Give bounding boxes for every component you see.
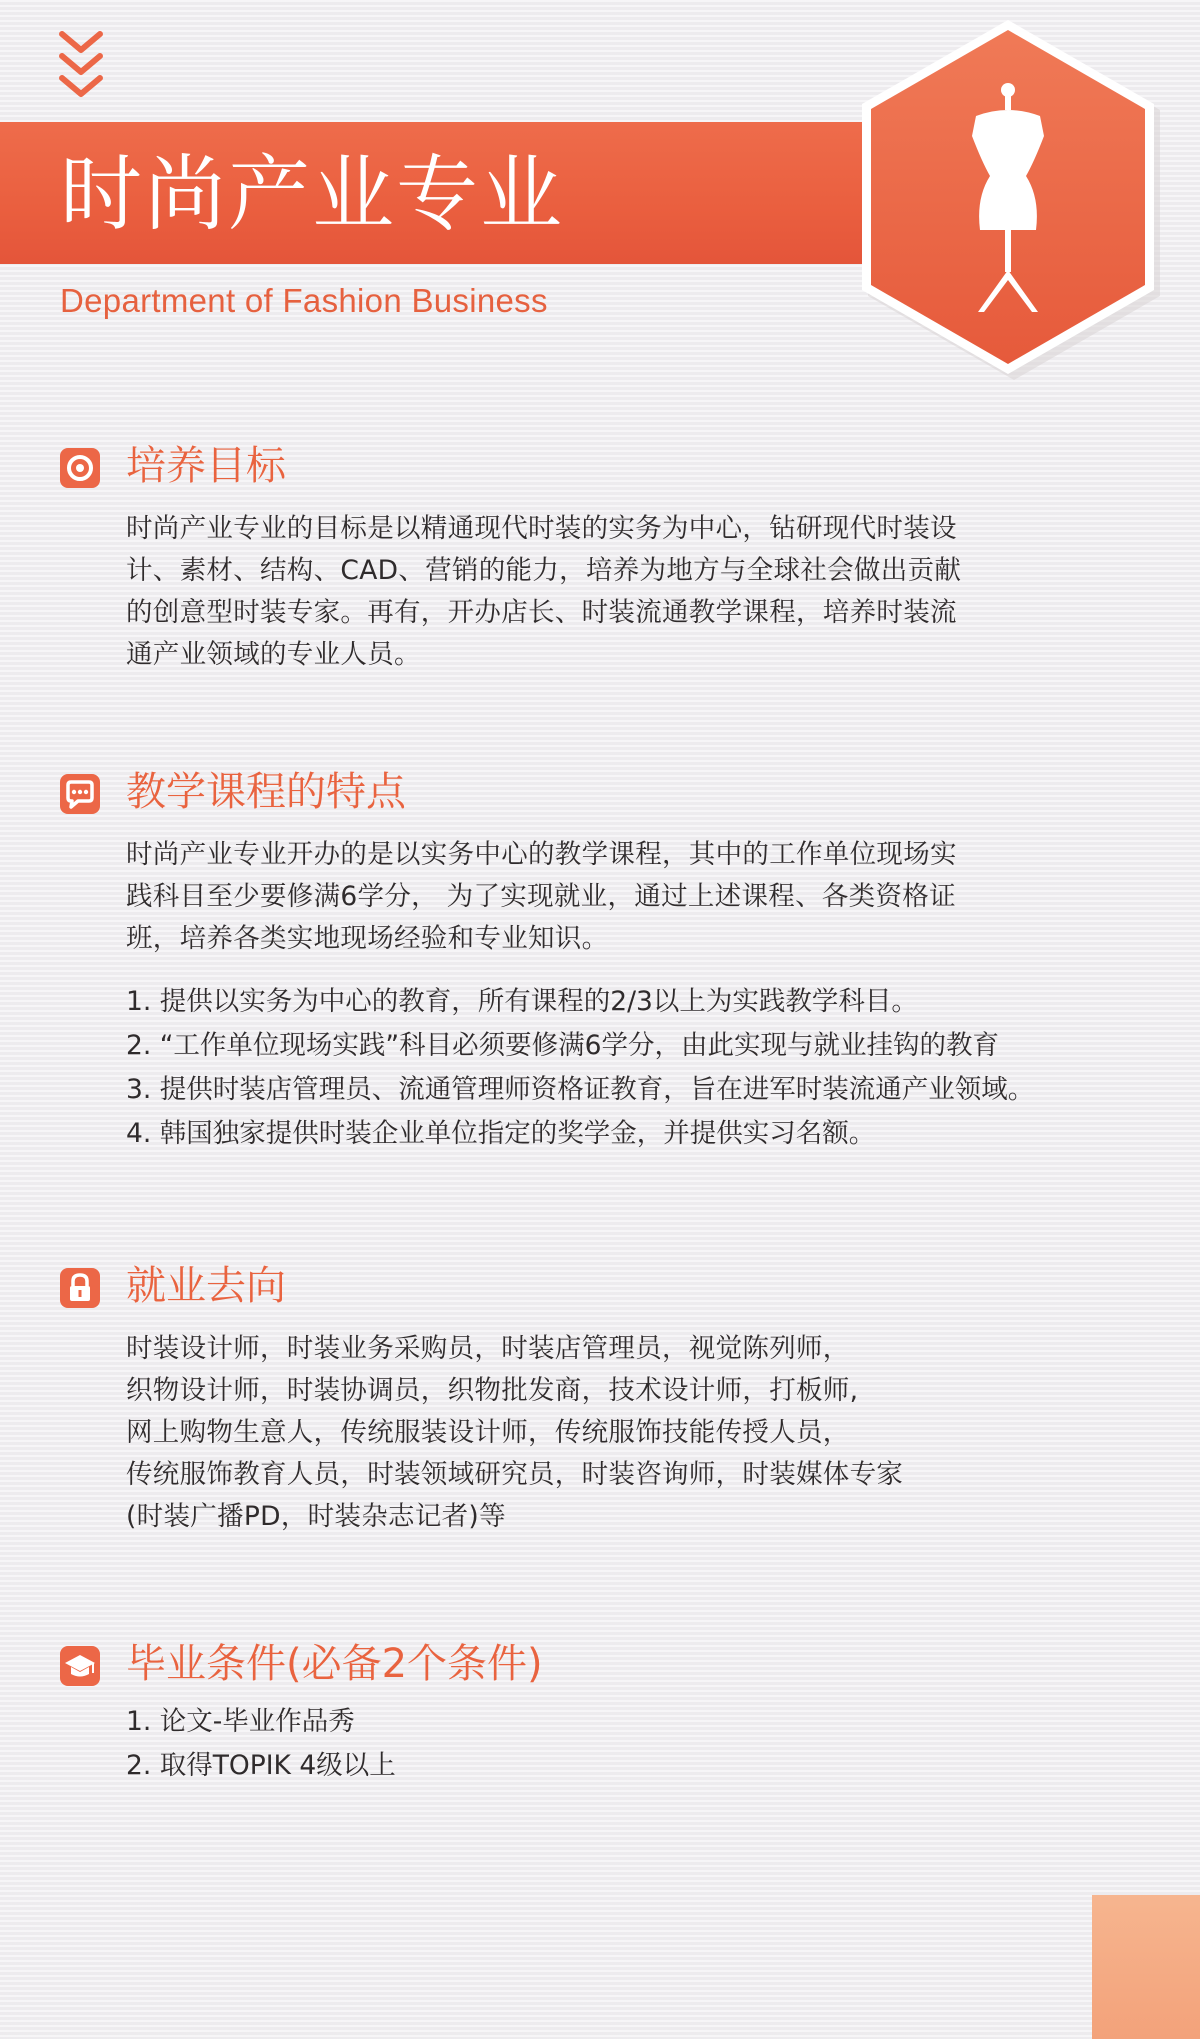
list-item: 1. 论文-毕业作品秀: [126, 1706, 355, 1737]
text-line: (时装广播PD，时装杂志记者)等: [126, 1501, 506, 1532]
section-career: [60, 1260, 1140, 1538]
section-title: 毕业条件(必备2个条件): [126, 1641, 543, 1687]
page-title: 时尚产业专业: [60, 147, 565, 242]
feature-list: [126, 980, 1140, 1156]
section-title: 教学课程的特点: [126, 769, 406, 815]
section-body: [126, 1328, 1140, 1538]
text-line: 传统服饰教育人员，时装领域研究员，时装咨询师，时装媒体专家: [126, 1459, 904, 1490]
section-title: 培养目标: [126, 443, 286, 489]
text-line: 时装设计师，时装业务采购员，时装店管理员，视觉陈列师，: [126, 1333, 850, 1364]
chevron-down-icon: [56, 26, 106, 106]
text-line: 织物设计师，时装协调员，织物批发商，技术设计师，打板师,: [126, 1375, 859, 1406]
page-subtitle: Department of Fashion Business: [60, 282, 548, 319]
target-icon: [60, 448, 100, 488]
section-title: 就业去向: [126, 1263, 286, 1309]
lock-icon: [60, 1268, 100, 1308]
text-line: 班，培养各类实地现场经验和专业知识。: [126, 923, 609, 954]
list-item: 2. “工作单位现场实践”科目必须要修满6学分，由此实现与就业挂钩的教育: [126, 1030, 1000, 1061]
chat-bubble-icon: [60, 774, 100, 814]
text-line: 时尚产业专业开办的是以实务中心的教学课程，其中的工作单位现场实: [126, 839, 957, 870]
list-item: 3. 提供时装店管理员、流通管理师资格证教育，旨在进军时装流通产业领域。: [126, 1074, 1035, 1105]
section-graduation: [60, 1638, 1140, 1788]
text-line: 网上购物生意人，传统服装设计师，传统服饰技能传授人员，: [126, 1417, 850, 1448]
graduation-cap-icon: [60, 1646, 100, 1686]
text-line: 的创意型时装专家。再有，开办店长、时装流通教学课程，培养时装流: [126, 597, 957, 628]
dress-form-icon: [848, 12, 1168, 382]
text-line: 通产业领域的专业人员。: [126, 639, 421, 670]
section-curriculum: [60, 766, 1140, 1156]
requirement-list: [126, 1700, 1140, 1788]
list-item: 1. 提供以实务为中心的教育，所有课程的2/3以上为实践教学科目。: [126, 986, 918, 1017]
section-body: [126, 834, 1140, 960]
text-line: 时尚产业专业的目标是以精通现代时装的实务为中心，钻研现代时装设: [126, 513, 957, 544]
text-line: 践科目至少要修满6学分， 为了实现就业，通过上述课程、各类资格证: [126, 881, 956, 912]
list-item: 2. 取得TOPIK 4级以上: [126, 1750, 396, 1781]
section-body: [126, 508, 1140, 676]
section-training-goal: [60, 440, 1140, 676]
list-item: 4. 韩国独家提供时装企业单位指定的奖学金，并提供实习名额。: [126, 1118, 876, 1149]
corner-decoration: [1092, 1895, 1200, 2039]
text-line: 计、素材、结构、CAD、营销的能力，培养为地方与全球社会做出贡献: [126, 555, 962, 586]
